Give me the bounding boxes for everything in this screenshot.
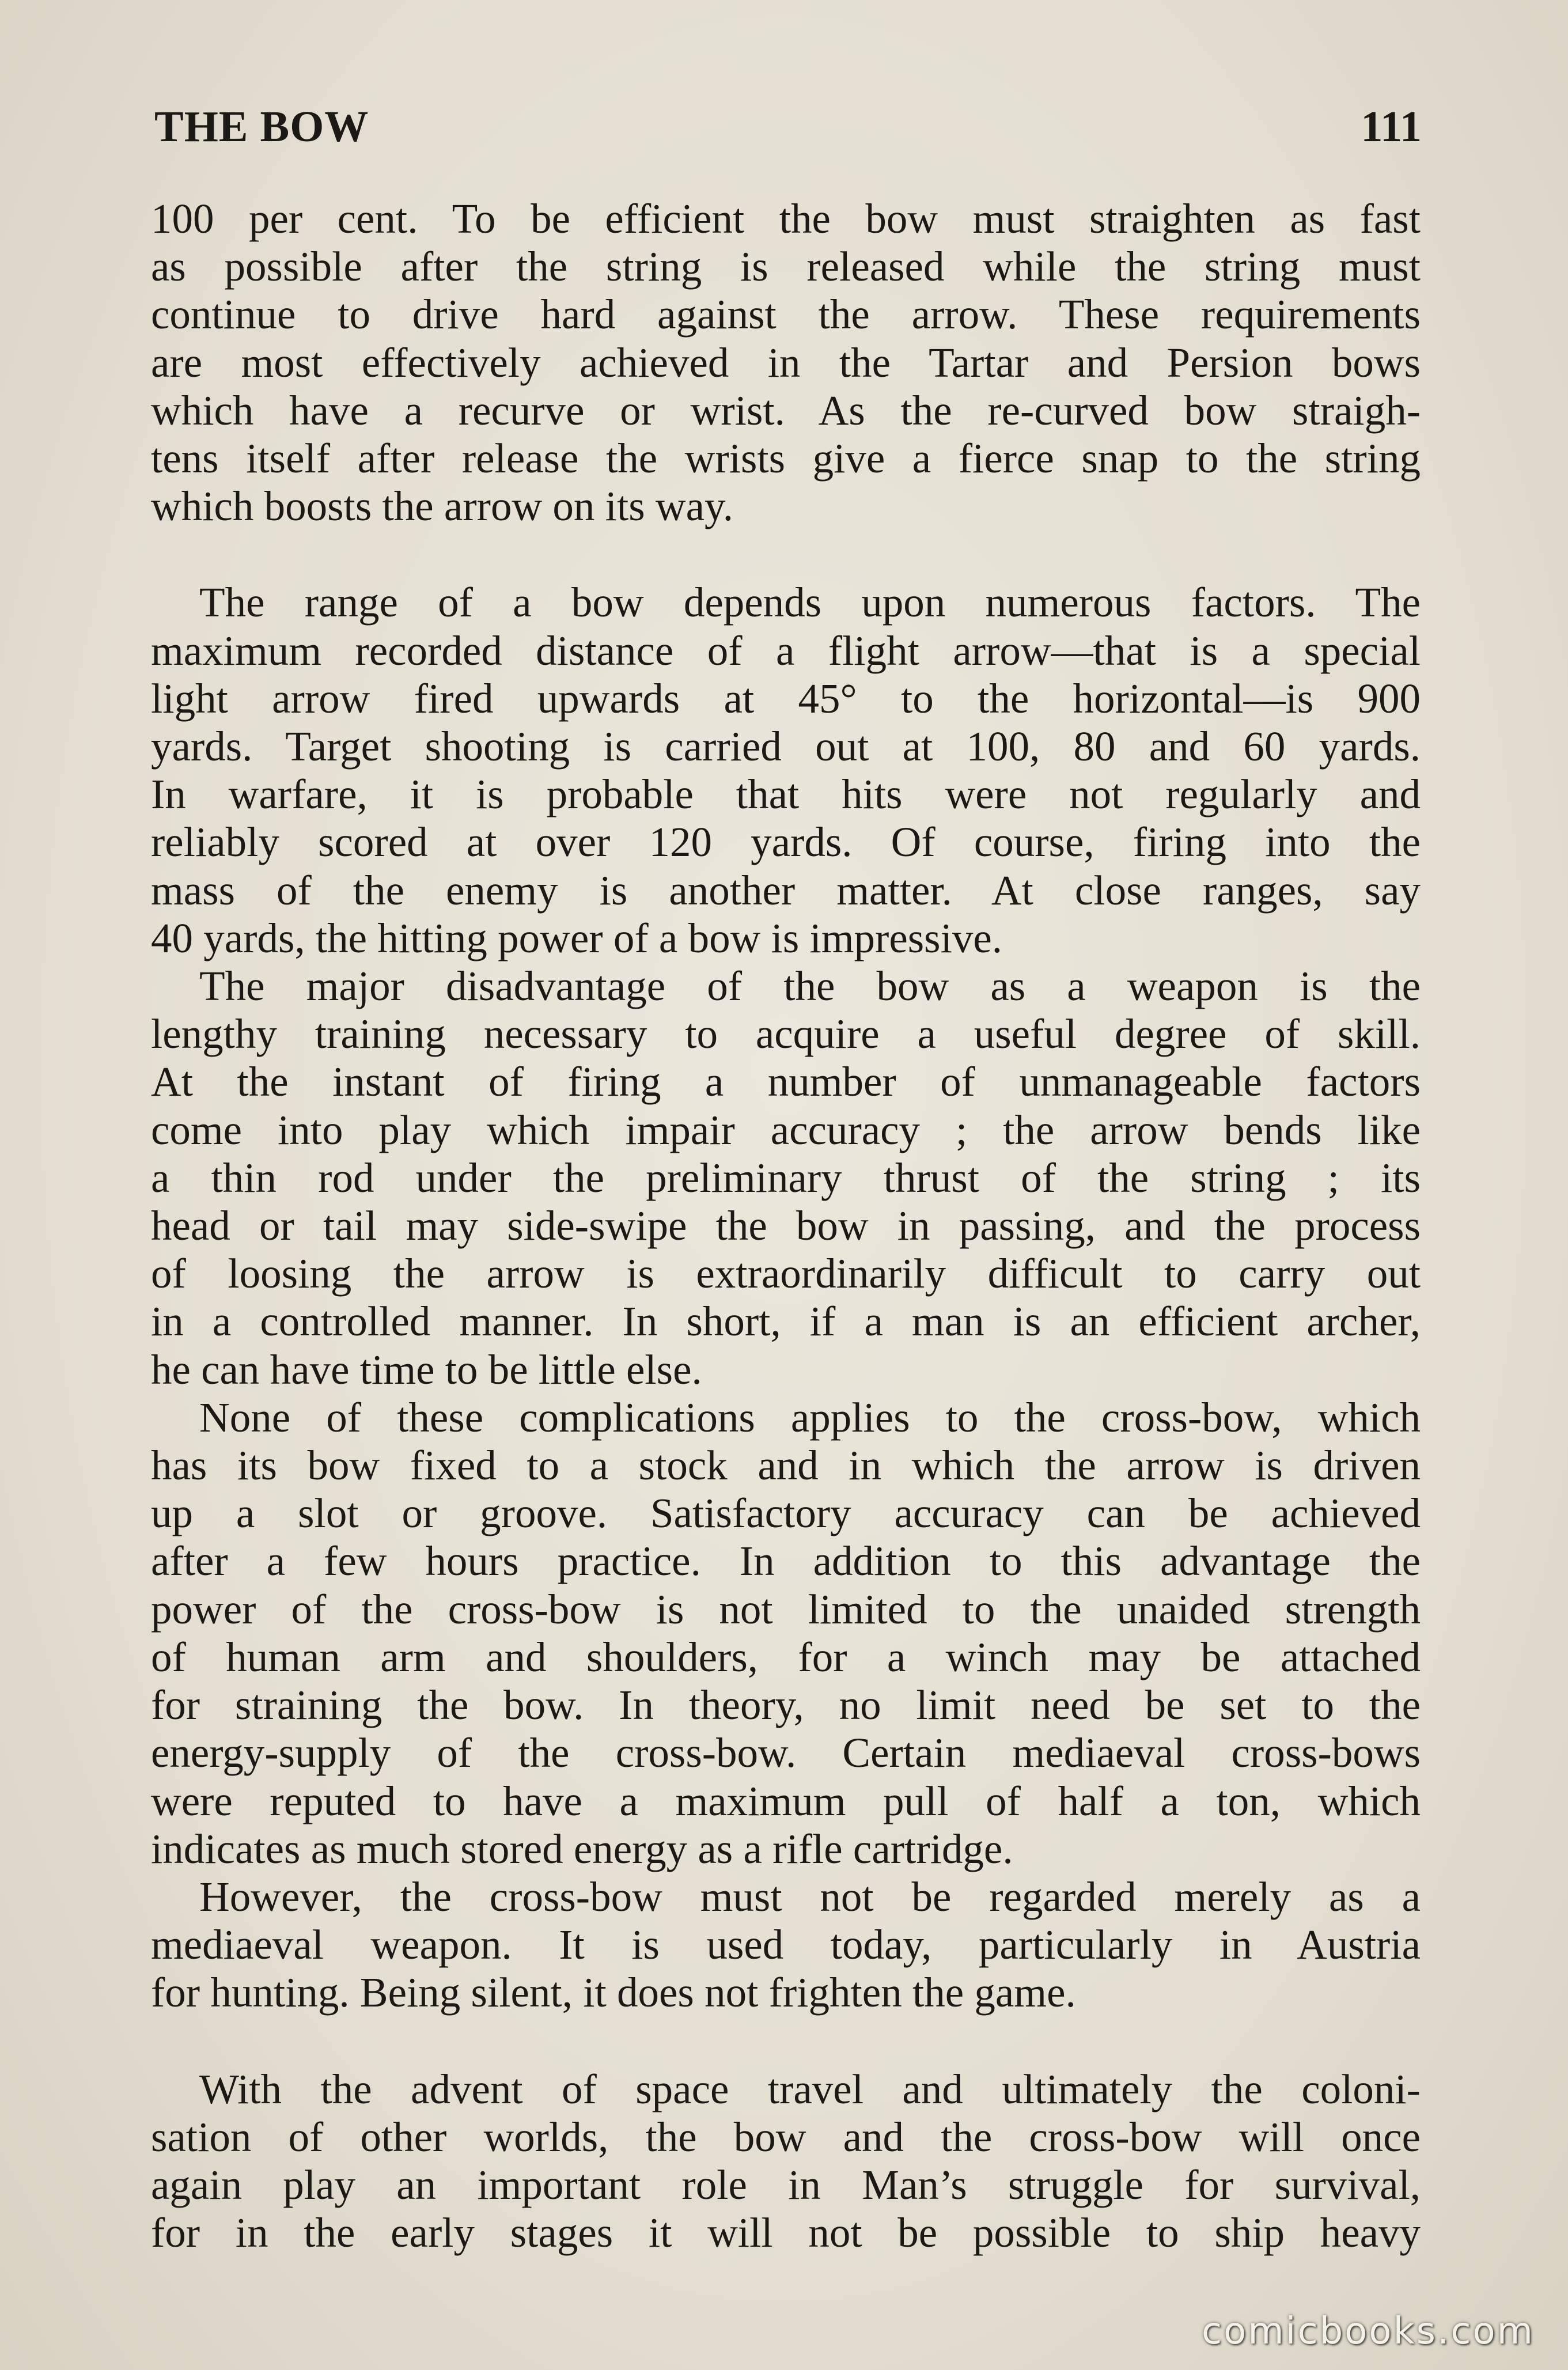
text-line: 40 yards, the hitting power of a bow is impressive. (151, 914, 1003, 961)
text-line: a thin rod under the preliminary thrust of the string ; its (151, 1154, 1421, 1201)
text-line: for hunting. Being silent, it does not frighten the game. (151, 1969, 1076, 2016)
text-line: None of these complications applies to the cross-bow, which (199, 1394, 1421, 1441)
paragraph-4 (151, 1394, 1421, 1873)
text-line: However, the cross-bow must not be regarded merely as a (199, 1873, 1421, 1920)
text-line: indicates as much stored energy as a rifle cartridge. (151, 1825, 1013, 1872)
text-line: power of the cross-bow is not limited to the unaided strength (151, 1585, 1421, 1633)
text-line: as possible after the string is released while the string must (151, 243, 1421, 290)
text-line: after a few hours practice. In addition to this advantage the (151, 1538, 1421, 1585)
paragraph-1 (151, 195, 1421, 530)
text-line: light arrow fired upwards at 45° to the horizontal—is 900 (151, 675, 1421, 722)
text-line: has its bow fixed to a stock and in which the arrow is driven (151, 1442, 1421, 1489)
text-line: he can have time to be little else. (151, 1346, 702, 1393)
text-line: lengthy training necessary to acquire a useful degree of skill. (151, 1010, 1421, 1058)
text-line: continue to drive hard against the arrow. These requirements (151, 291, 1421, 338)
text-line: maximum recorded distance of a flight arrow—that is a special (151, 627, 1421, 674)
page-header (154, 92, 1422, 161)
section-gap (151, 2017, 1421, 2065)
text-line: reliably scored at over 120 yards. Of course, firing into the (151, 819, 1421, 866)
text-line: were reputed to have a maximum pull of half a ton, which (151, 1777, 1421, 1824)
text-line: energy-supply of the cross-bow. Certain mediaeval cross-bows (151, 1729, 1421, 1777)
text-line: come into play which impair accuracy ; the arrow bends like (151, 1106, 1421, 1153)
text-line: which have a recurve or wrist. As the re-curved bow straigh- (151, 387, 1421, 434)
text-line: for straining the bow. In theory, no limit need be set to the (151, 1682, 1421, 1729)
text-line: head or tail may side-swipe the bow in passing, and the process (151, 1202, 1421, 1250)
watermark: comicbooks.com (1201, 2310, 1535, 2353)
text-line: yards. Target shooting is carried out at 100, 80 and 60 yards. (151, 723, 1421, 770)
text-line: In warfare, it is probable that hits were not regularly and (151, 771, 1421, 818)
text-line: sation of other worlds, the bow and the cross-bow will once (151, 2113, 1421, 2160)
text-line: which boosts the arrow on its way. (151, 483, 734, 530)
text-line: for in the early stages it will not be possible to ship heavy (151, 2209, 1421, 2257)
text-line: With the advent of space travel and ultimately the coloni- (199, 2065, 1421, 2112)
page-number: 111 (1361, 103, 1422, 151)
running-head: THE BOW (154, 103, 369, 151)
paragraph-2 (151, 578, 1421, 962)
text-line: mediaeval weapon. It is used today, particularly in Austria (151, 1921, 1421, 1968)
text-line: The major disadvantage of the bow as a weapon is the (199, 963, 1421, 1010)
text-line: again play an important role in Man’s struggle for survival, (151, 2161, 1421, 2208)
text-line: of loosing the arrow is extraordinarily difficult to carry out (151, 1250, 1421, 1297)
paragraph-6 (151, 2065, 1421, 2257)
text-line: are most effectively achieved in the Tartar and Persion bows (151, 339, 1421, 386)
text-line: The range of a bow depends upon numerous factors. The (199, 579, 1421, 626)
text-line: mass of the enemy is another matter. At close ranges, say (151, 866, 1421, 914)
paragraph-5 (151, 1873, 1421, 2017)
text-line: At the instant of firing a number of unmanageable factors (151, 1058, 1421, 1106)
section-gap (151, 530, 1421, 578)
text-line: of human arm and shoulders, for a winch may be attached (151, 1633, 1421, 1680)
body-text (151, 195, 1421, 2257)
text-line: up a slot or groove. Satisfactory accuracy can be achieved (151, 1490, 1421, 1537)
paragraph-3 (151, 962, 1421, 1394)
text-line: tens itself after release the wrists give a fierce snap to the string (151, 435, 1421, 482)
text-line: in a controlled manner. In short, if a man is an efficient archer, (151, 1298, 1421, 1345)
text-line: 100 per cent. To be efficient the bow must straighten as fast (151, 195, 1421, 242)
